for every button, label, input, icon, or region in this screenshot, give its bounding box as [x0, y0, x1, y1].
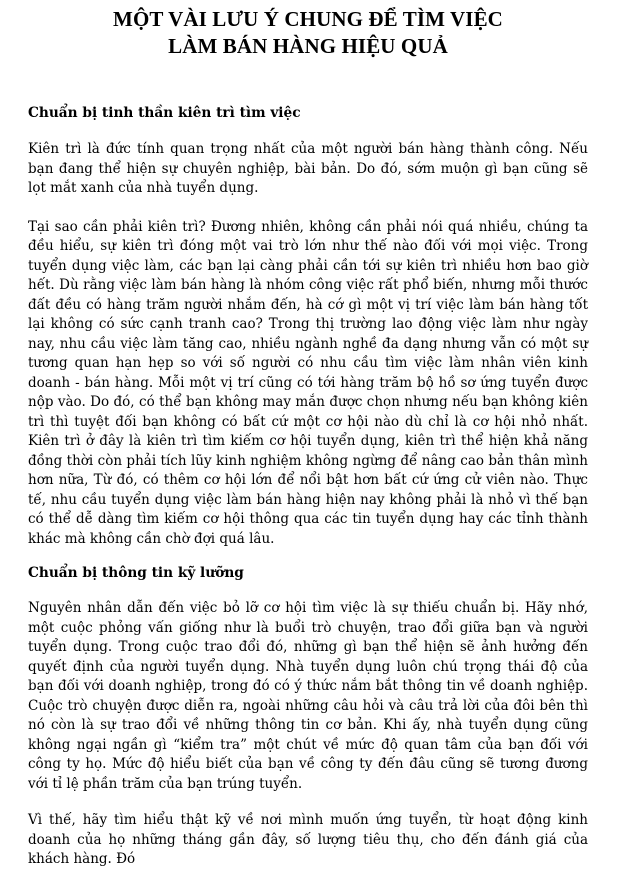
section-heading: Chuẩn bị thông tin kỹ lưỡng: [28, 565, 244, 581]
paragraph: Kiên trì là đức tính quan trọng nhất của một người bán hàng thành công. Nếu bạn đang thể hiện sự chuyên nghiệp, bài bản. Do đó, sớm muộn gì bạn cũng sẽ lọt mắt xanh của nhà tuyển dụng.: [28, 141, 588, 196]
document-title: [28, 6, 588, 60]
title-line-2: LÀM BÁN HÀNG HIỆU QUẢ: [168, 34, 448, 58]
title-line-1: MỘT VÀI LƯU Ý CHUNG ĐỂ TÌM VIỆC: [113, 7, 503, 31]
paragraph: Vì thế, hãy tìm hiểu thật kỹ về nơi mình muốn ứng tuyển, từ hoạt động kinh doanh của họ những tháng gần đây, số lượng tiêu thụ, cho đến đánh giá của khách hàng. Đó: [28, 812, 588, 867]
document-page: [28, 6, 588, 870]
section-preparation: [28, 564, 588, 870]
section-perseverance: [28, 104, 588, 549]
paragraph: Nguyên nhân dẫn đến việc bỏ lỡ cơ hội tìm việc là sự thiếu chuẩn bị. Hãy nhớ, một cuộc phỏng vấn giống như là buổi trò chuyện, trao đổi giữa bạn và người tuyển dụng. Trong cuộc trao đổi đó, những gì bạn thể hiện sẽ ảnh hưởng đến quyết định của người tuyển dụng. Nhà tuyển dụng luôn chú trọng thái độ của bạn đối với doanh nghiệp, trong đó có ý thức nắm bắt thông tin về doanh nghiệp. Cuộc trò chuyện được diễn ra, ngoài những câu hỏi và câu trả lời của đôi bên thì nó còn là sự trao đổi về những thông tin cơ bản. Khi ấy, nhà tuyển dụng cũng không ngại ngần gì “kiểm tra” một chút về mức độ quan tâm của bạn đối với công ty họ. Mức độ hiểu biết của bạn về công ty đến đâu cũng sẽ tương đương với tỉ lệ phần trăm của bạn trúng tuyển.: [28, 600, 588, 792]
section-heading: Chuẩn bị tinh thần kiên trì tìm việc: [28, 105, 301, 121]
paragraph: Tại sao cần phải kiên trì? Đương nhiên, không cần phải nói quá nhiều, chúng ta đều hiểu, sự kiên trì đóng một vai trò lớn như thế nào đối với mọi việc. Trong tuyển dụng việc làm, các bạn lại càng phải cần tới sự kiên trì nhiều hơn bao giờ hết. Dù rằng việc làm bán hàng là nhóm công việc rất phổ biến, nhưng mỗi thước đất đều có hàng trăm người nhắm đến, hà cớ gì một vị trí việc làm bán hàng tốt lại không có sức cạnh tranh cao? Trong thị trường lao động việc làm như ngày nay, nhu cầu việc làm tăng cao, nhiều ngành nghề đa dạng nhưng vẫn có một sự tương quan hạn hẹp so với số người có nhu cầu tìm việc làm nhân viên kinh doanh - bán hàng. Mỗi một vị trí cũng có tới hàng trăm bộ hồ sơ ứng tuyển được nộp vào. Do đó, có thể bạn không may mắn được chọn nhưng nếu bạn không kiên trì thì tuyệt đối bạn không có bất cứ một cơ hội nào dù chỉ là cơ hội nhỏ nhất. Kiên trì ở đây là kiên trì tìm kiếm cơ hội tuyển dụng, kiên trì thể hiện khả năng đồng thời còn phải tích lũy kinh nghiệm không ngừng để nâng cao bản thân mình hơn nữa, Từ đó, có thêm cơ hội lớn để nổi bật hơn bất cứ ứng cử viên nào. Thực tế, nhu cầu tuyển dụng việc làm bán hàng hiện nay không phải là nhỏ vì thế bạn có thể dễ dàng tìm kiếm cơ hội thông qua các tin tuyển dụng hay các tỉnh thành khác mà không cần chờ đợi quá lâu.: [28, 218, 588, 547]
